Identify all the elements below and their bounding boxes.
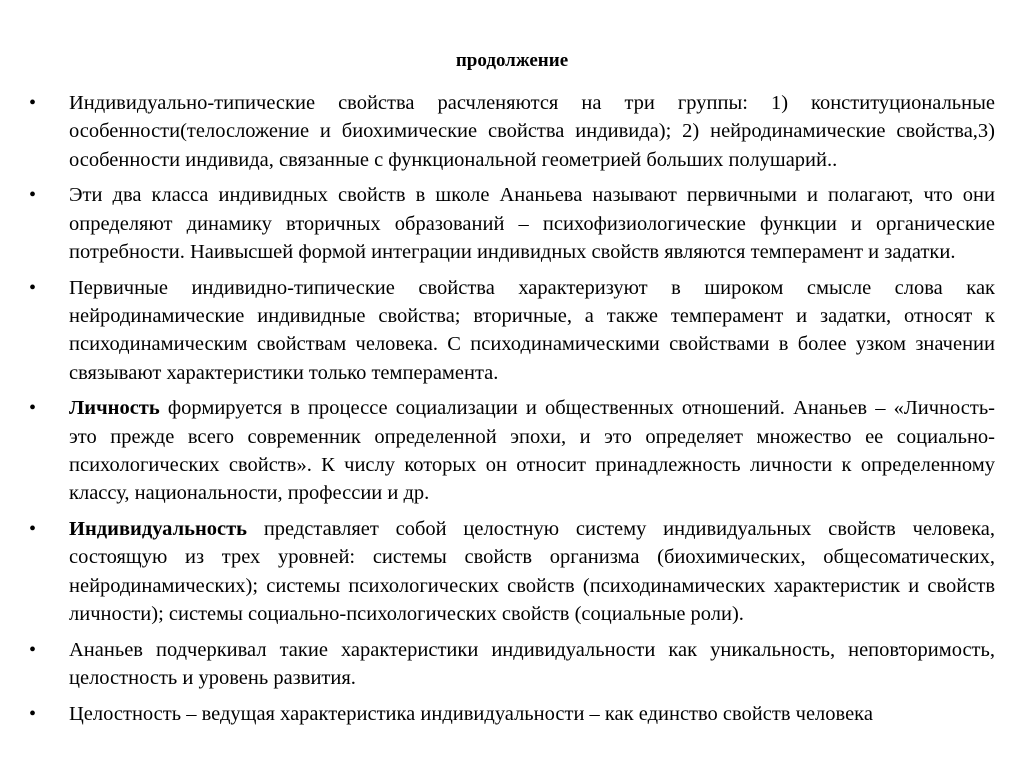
page-title: продолжение	[455, 50, 569, 71]
list-item-body: формируется в процессе социализации и общественных отношений. Ананьев – «Личность- это прежде всего современник определенной эпохи, и это определяет множество ее социально-психологических свойств». К числу которых он относит принадлежность личности к определенному классу, национальности, профессии и др.	[69, 397, 995, 505]
list-item-body: представляет собой целостную систему индивидуальных свойств человека, состоящую из трех уровней: системы свойств организма (биохимических, общесоматических, нейродинамических); системы психологических свойств (психодинамических характеристик и свойств личности); системы социально-психологических свойств (социальные роли).	[69, 518, 995, 626]
list-item	[0, 515, 995, 628]
bullet-point: •	[29, 397, 37, 420]
list-item-text	[69, 92, 995, 171]
list-item	[0, 89, 995, 174]
bullet-point: •	[29, 638, 37, 661]
list-item	[0, 636, 995, 693]
list-item-text	[69, 277, 995, 384]
bullet-point: •	[29, 702, 37, 725]
list-item-text	[69, 397, 995, 504]
list-item-body: Ананьев подчеркивал такие характеристики индивидуальности как уникальность, неповторимость, целостность и уровень развития.	[69, 638, 995, 690]
term-individualnost: Индивидуальность	[69, 518, 248, 541]
list-item-text	[69, 703, 873, 725]
bullet-point: •	[29, 276, 37, 299]
list-item-body: Эти два класса индивидных свойств в школе Ананьева называют первичными и полагают, что они определяют динамику вторичных образований – психофизиологические функции и органические потребности. Наивысшей формой интеграции индивидных свойств являются темперамент и задатки.	[69, 184, 995, 263]
bullet-point: •	[29, 92, 37, 114]
list-item	[0, 181, 995, 266]
list-item-text	[69, 518, 995, 625]
bullet-list	[0, 89, 1024, 736]
list-item-text	[69, 184, 995, 263]
bullet-point: •	[29, 518, 37, 541]
list-item	[0, 700, 995, 728]
list-item-body: Индивидуально-типические свойства расчленяются на три группы: 1) конституциональные особенности(телосложение и биохимические свойства индивида); 2) нейродинамические свойства,3) особенности индивида, связанные с функциональной геометрией больших полушарий..	[69, 92, 995, 171]
list-item	[0, 394, 995, 507]
list-item	[0, 274, 995, 387]
list-item-body: Целостность – ведущая характеристика индивидуальности – как единство свойств человека	[69, 702, 873, 725]
list-item-text	[69, 639, 995, 689]
list-item-body: Первичные индивидно-типические свойства характеризуют в широком смысле слова как нейродинамические индивидные свойства; вторичные, а также темперамент и задатки, относят к психодинамическим свойствам человека. С психодинамическими свойствами в более узком значении связывают характеристики только темперамента.	[69, 276, 995, 384]
term-lichnost: Личность	[69, 397, 160, 420]
bullet-point: •	[29, 184, 37, 207]
